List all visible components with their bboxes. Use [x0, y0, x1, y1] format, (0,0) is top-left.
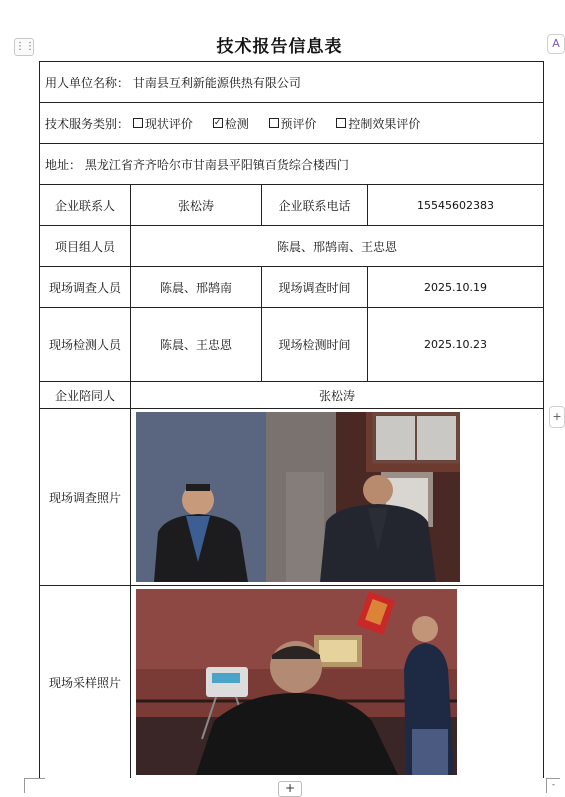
- table-row: [40, 185, 544, 226]
- table-row: [40, 144, 544, 185]
- service-label: 技术服务类别：: [45, 116, 130, 131]
- sampling-photo[interactable]: [136, 589, 457, 775]
- client-value: 甘南县互利新能源供热有限公司: [132, 75, 301, 90]
- survey-photo-image: [136, 412, 460, 582]
- address-label: 地址：: [45, 157, 82, 172]
- test-staff-value[interactable]: 陈晨、王忠恩: [131, 308, 262, 382]
- add-column-icon[interactable]: +: [549, 406, 565, 428]
- survey-time-value[interactable]: 2025.10.19: [368, 267, 544, 308]
- table-row: [40, 62, 544, 103]
- checkbox-icon[interactable]: [336, 118, 346, 128]
- survey-time-label: 现场调查时间: [262, 267, 368, 308]
- survey-photo-label: 现场调查照片: [40, 409, 131, 586]
- table-row: [40, 103, 544, 144]
- checkbox-checked-icon[interactable]: ✓: [213, 118, 222, 128]
- contact-label: 企业联系人: [40, 185, 131, 226]
- test-staff-label: 现场检测人员: [40, 308, 131, 382]
- survey-photo-cell[interactable]: [131, 409, 544, 586]
- page-corner-marker: [24, 778, 45, 793]
- drag-handle-icon[interactable]: ⋮⋮: [14, 38, 34, 56]
- add-row-icon[interactable]: +: [278, 781, 302, 797]
- client-cell[interactable]: [40, 62, 544, 103]
- client-label: 用人单位名称：: [45, 75, 130, 90]
- checkbox-icon[interactable]: [269, 118, 279, 128]
- table-row: [40, 226, 544, 267]
- team-label: 项目组人员: [40, 226, 131, 267]
- contact-value[interactable]: 张松涛: [131, 185, 262, 226]
- checkbox-icon[interactable]: [133, 118, 143, 128]
- team-value[interactable]: 陈晨、邢鹄南、王忠恩: [131, 226, 544, 267]
- table-row: [40, 409, 544, 586]
- sampling-photo-cell[interactable]: [131, 586, 544, 779]
- option-status-eval[interactable]: 现状评价: [133, 115, 193, 132]
- option-pre-eval[interactable]: 预评价: [269, 115, 317, 132]
- option-testing[interactable]: ✓ 检测: [213, 116, 249, 131]
- table-row: [40, 308, 544, 382]
- table-row: [40, 267, 544, 308]
- table-row: [40, 382, 544, 409]
- phone-value[interactable]: 15545602383: [368, 185, 544, 226]
- test-time-value[interactable]: 2025.10.23: [368, 308, 544, 382]
- test-time-label: 现场检测时间: [262, 308, 368, 382]
- edge-toolbar-icon[interactable]: A: [547, 34, 565, 54]
- service-cell[interactable]: [40, 103, 544, 144]
- phone-label: 企业联系电话: [262, 185, 368, 226]
- survey-staff-label: 现场调查人员: [40, 267, 131, 308]
- page-title: 技术报告信息表: [216, 37, 343, 57]
- table-row: [40, 586, 544, 779]
- escort-label: 企业陪同人: [40, 382, 131, 409]
- address-value: 黑龙江省齐齐哈尔市甘南县平阳镇百货综合楼西门: [84, 157, 349, 172]
- sampling-photo-image: [136, 589, 457, 775]
- address-cell[interactable]: [40, 144, 544, 185]
- sampling-photo-label: 现场采样照片: [40, 586, 131, 779]
- escort-value[interactable]: 张松涛: [131, 382, 544, 409]
- page-corner-marker-right: -: [546, 778, 560, 793]
- option-control-eval[interactable]: 控制效果评价: [336, 115, 420, 132]
- survey-photo[interactable]: [136, 412, 460, 582]
- survey-staff-value[interactable]: 陈晨、邢鹄南: [131, 267, 262, 308]
- info-table: [39, 61, 544, 779]
